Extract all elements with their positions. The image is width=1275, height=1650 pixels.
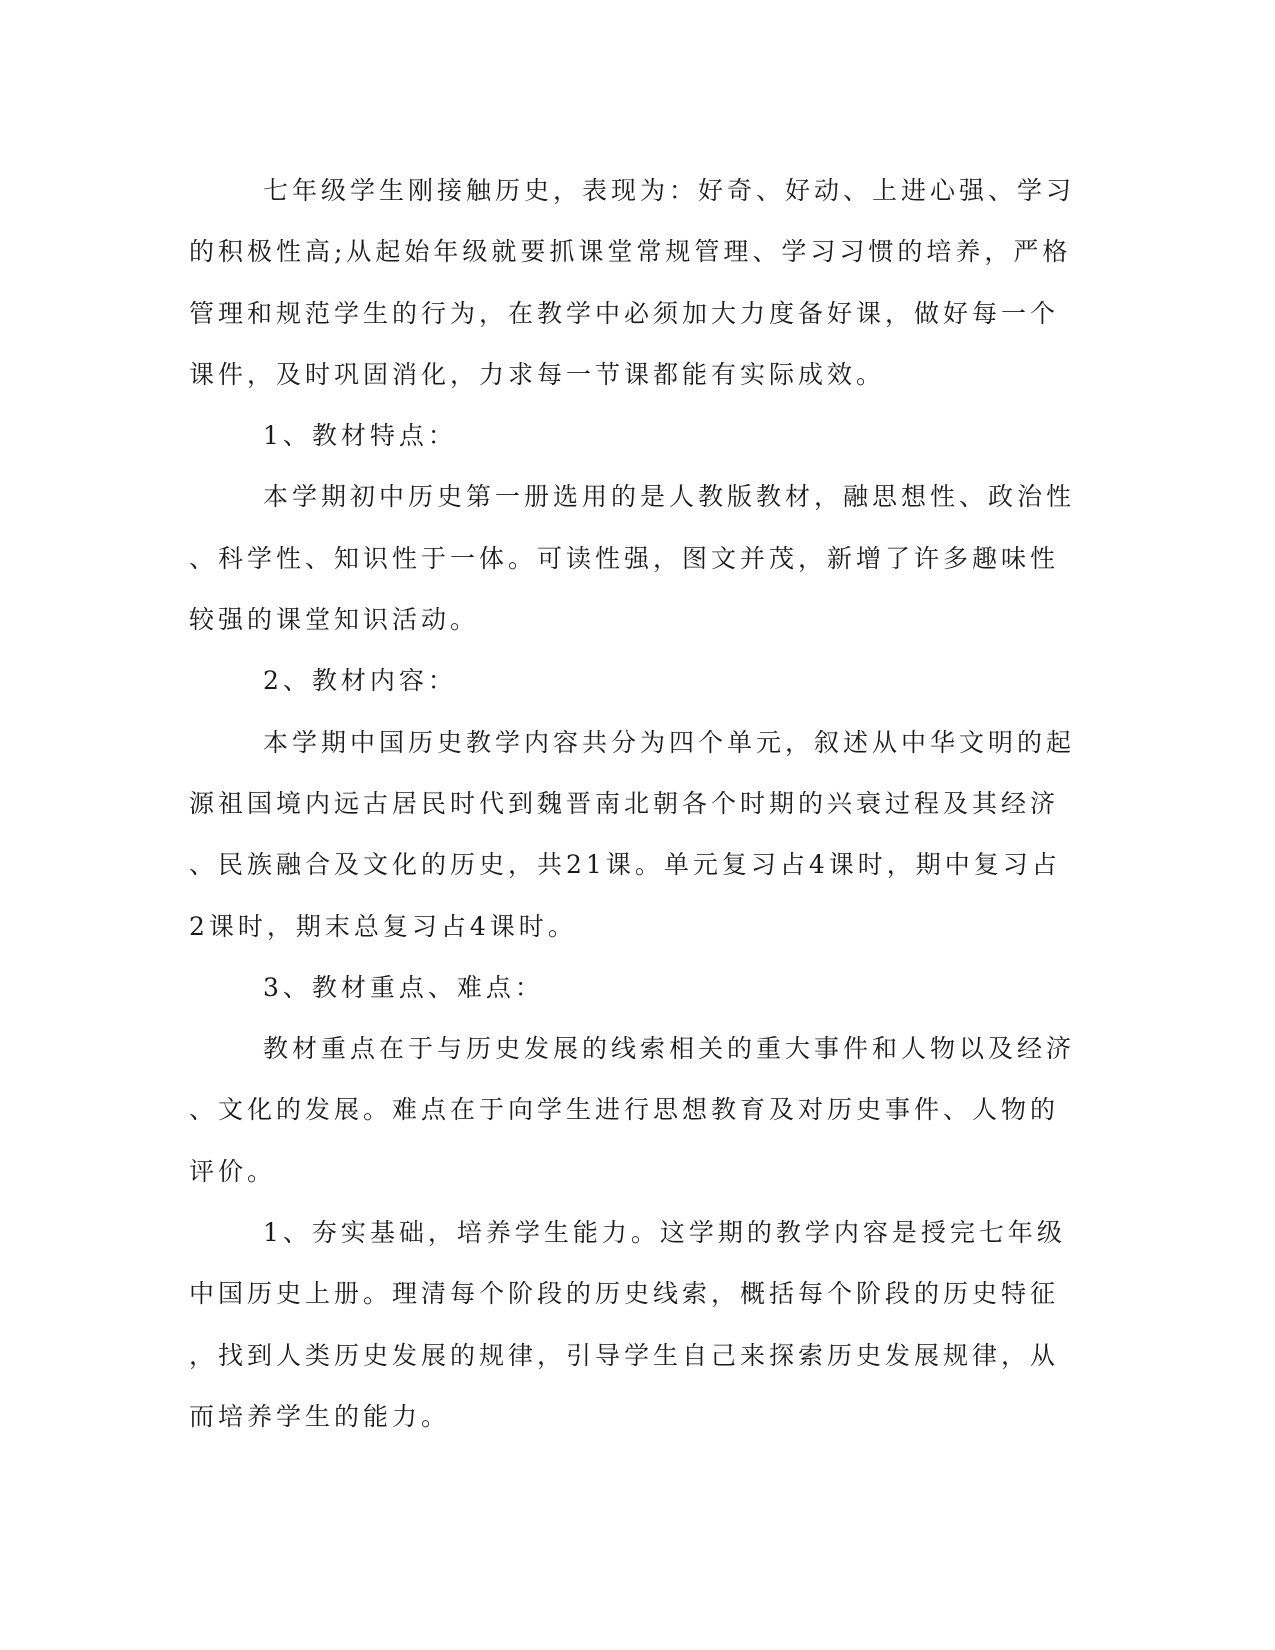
section-heading: 2、教材内容： (263, 666, 457, 696)
text-line: 教材重点在于与历史发展的线索相关的重大事件和人物以及经济 (263, 1034, 1076, 1064)
text-line: 2课时，期末总复习占4课时。 (189, 911, 577, 941)
text-line: 源祖国境内远古居民时代到魏晋南北朝各个时期的兴衰过程及其经济 (189, 788, 1060, 818)
document-body (189, 160, 1076, 1447)
text-line: 课件，及时巩固消化，力求每一节课都能有实际成效。 (189, 359, 886, 389)
text-line: 中国历史上册。理清每个阶段的历史线索，概括每个阶段的历史特征 (189, 1279, 1060, 1309)
section-heading: 3、教材重点、难点： (263, 972, 544, 1002)
text-line: 评价。 (189, 1156, 277, 1186)
text-line: 、科学性、知识性于一体。可读性强，图文并茂，新增了许多趣味性 (189, 543, 1060, 573)
section-heading: 1、教材特点： (263, 421, 457, 451)
text-line: 1、夯实基础，培养学生能力。这学期的教学内容是授完七年级 (263, 1218, 1066, 1248)
text-line: 的积极性高;从起始年级就要抓课堂常规管理、学习习惯的培养，严格 (189, 237, 1072, 267)
text-line: 较强的课堂知识活动。 (189, 605, 480, 635)
text-line: 本学期初中历史第一册选用的是人教版教材，融思想性、政治性 (263, 482, 1076, 512)
text-line: 、民族融合及文化的历史，共21课。单元复习占4课时，期中复习占 (189, 850, 1061, 880)
text-line: 而培养学生的能力。 (189, 1401, 451, 1431)
text-line: 管理和规范学生的行为，在教学中必须加大力度备好课，做好每一个 (189, 298, 1060, 328)
text-line: 、文化的发展。难点在于向学生进行思想教育及对历史事件、人物的 (189, 1095, 1060, 1125)
text-line: 七年级学生刚接触历史，表现为：好奇、好动、上进心强、学习 (263, 176, 1076, 205)
text-line: ，找到人类历史发展的规律，引导学生自己来探索历史发展规律，从 (189, 1340, 1060, 1370)
text-line: 本学期中国历史教学内容共分为四个单元，叙述从中华文明的起 (263, 727, 1076, 757)
